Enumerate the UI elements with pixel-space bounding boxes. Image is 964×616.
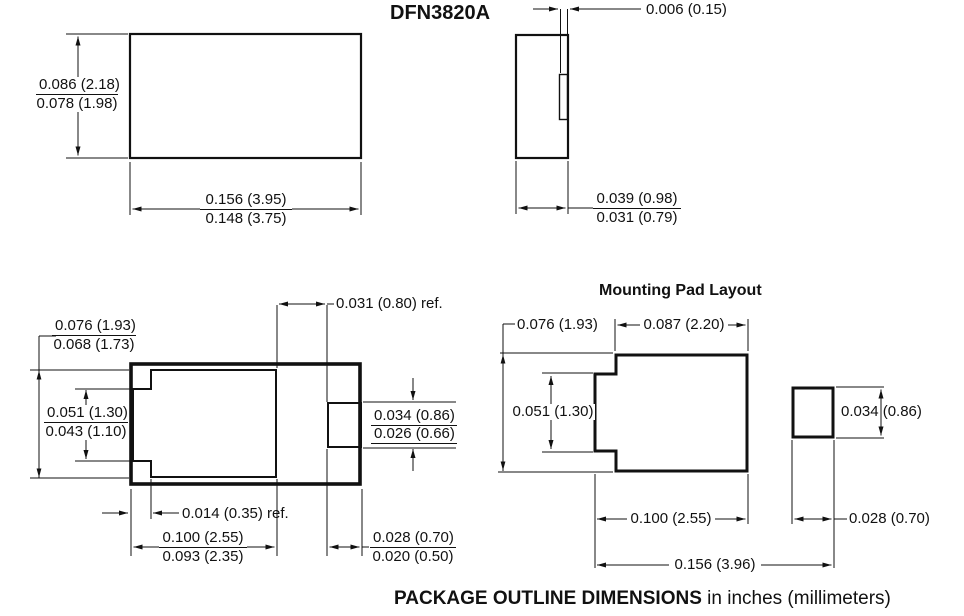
bottom-view-pad-length-dim: $\frac{0.076 (1.93)}{0.068 (1.73)}$ [53,317,136,353]
bottom-view-cathode-length-dim: $\frac{0.100 (2.55)}{0.093 (2.35)}$ [159,530,247,565]
bottom-view-anode-height-dim: $\frac{0.034 (0.86)}{0.026 (0.66)}$ [371,408,457,444]
top-view [66,34,361,215]
bottom-view-pad-gap-dim: 0.031 (0.80) ref. [336,295,443,312]
bottom-view-cathode-pad [133,370,276,477]
mounting-pad-layout [498,316,884,568]
side-view-thickness-dim: $\frac{0.039 (0.98)}{0.031 (0.79)}$ [593,191,681,226]
mounting-pad-cathode-width-dim: 0.100 (2.55) [627,511,715,527]
footer-heading: PACKAGE OUTLINE DIMENSIONS [394,588,702,609]
bottom-view-anode-width-dim: $\frac{0.028 (0.70)}{0.020 (0.50)}$ [370,530,456,565]
mounting-pad-height-dim: 0.076 (1.93) [517,316,598,333]
top-view-width-dim: $\frac{0.156 (3.95)}{0.148 (3.75)}$ [200,192,292,227]
mounting-pad-width-dim: 0.087 (2.20) [640,317,728,333]
top-view-body-outline [130,34,361,158]
bottom-view-anode-pad [328,403,361,447]
bottom-view-tab-width-dim: $\frac{0.051 (1.30)}{0.043 (1.10)}$ [45,404,128,440]
side-view-tab [560,75,568,120]
bottom-view-notch-dim: 0.014 (0.35) ref. [182,505,289,522]
mounting-pad-overall-width-dim: 0.156 (3.96) [669,557,761,573]
bottom-view-body-outline [131,364,360,484]
side-view [516,9,641,214]
footer-suffix: in inches (millimeters) [701,588,891,609]
side-view-tab-offset-dim: 0.006 (0.15) [646,1,727,18]
mounting-pad-anode-width-dim: 0.028 (0.70) [849,510,930,527]
top-view-height-dim: $\frac{0.086 (2.18)}{0.078 (1.98)}$ [36,76,120,112]
mounting-pad-anode-height-dim: 0.034 (0.86) [841,403,922,420]
mounting-pad-cathode [595,355,747,471]
mounting-pad-title: Mounting Pad Layout [599,282,762,299]
page-title: DFN3820A [390,2,491,24]
footer-caption [394,588,891,610]
mounting-pad-tab-height-dim: 0.051 (1.30) [512,403,594,420]
mounting-pad-anode [793,388,833,437]
